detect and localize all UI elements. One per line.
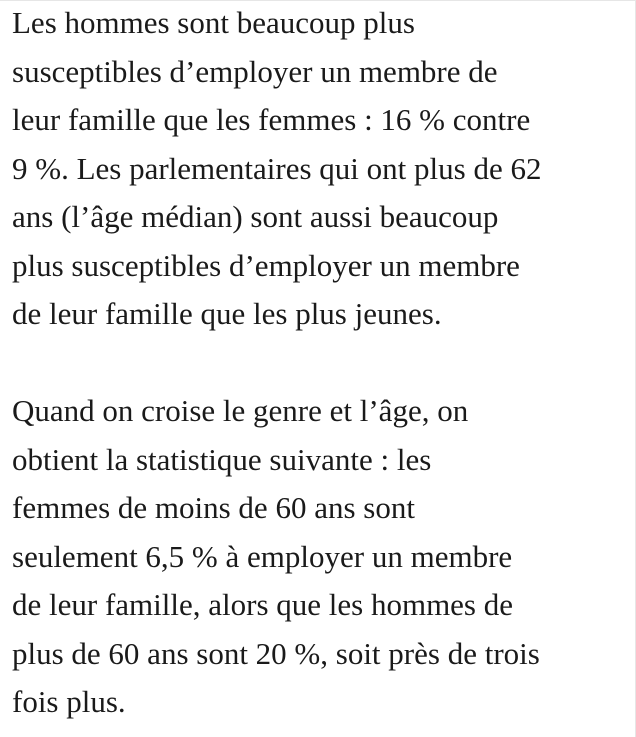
text-line: 9 %. Les parlementaires qui ont plus de 62 bbox=[12, 150, 542, 186]
text-line: femmes de moins de 60 ans sont bbox=[12, 490, 415, 525]
text-line: obtient la statistique suivante : les bbox=[12, 441, 432, 477]
text-line: de leur famille que les plus jeunes. bbox=[12, 296, 442, 331]
text-line: plus susceptibles d’employer un membre bbox=[12, 247, 520, 283]
text-line: seulement 6,5 % à employer un membre bbox=[12, 538, 513, 574]
text-line: fois plus. bbox=[12, 684, 126, 719]
text-line: leur famille que les femmes : 16 % contre bbox=[12, 102, 531, 137]
text-line: plus de 60 ans sont 20 %, soit près de trois bbox=[12, 635, 540, 671]
paragraph-gender-age-comparison bbox=[12, 0, 541, 339]
text-line: Quand on croise le genre et l’âge, on bbox=[12, 393, 469, 428]
text-line: Les hommes sont beaucoup plus bbox=[12, 5, 415, 40]
text-line: de leur famille, alors que les hommes de bbox=[12, 587, 514, 622]
text-line: susceptibles d’employer un membre de bbox=[12, 53, 498, 89]
text-line: ans (l’âge médian) sont aussi beaucoup bbox=[12, 199, 499, 234]
paragraph-cross-statistic bbox=[12, 387, 540, 727]
